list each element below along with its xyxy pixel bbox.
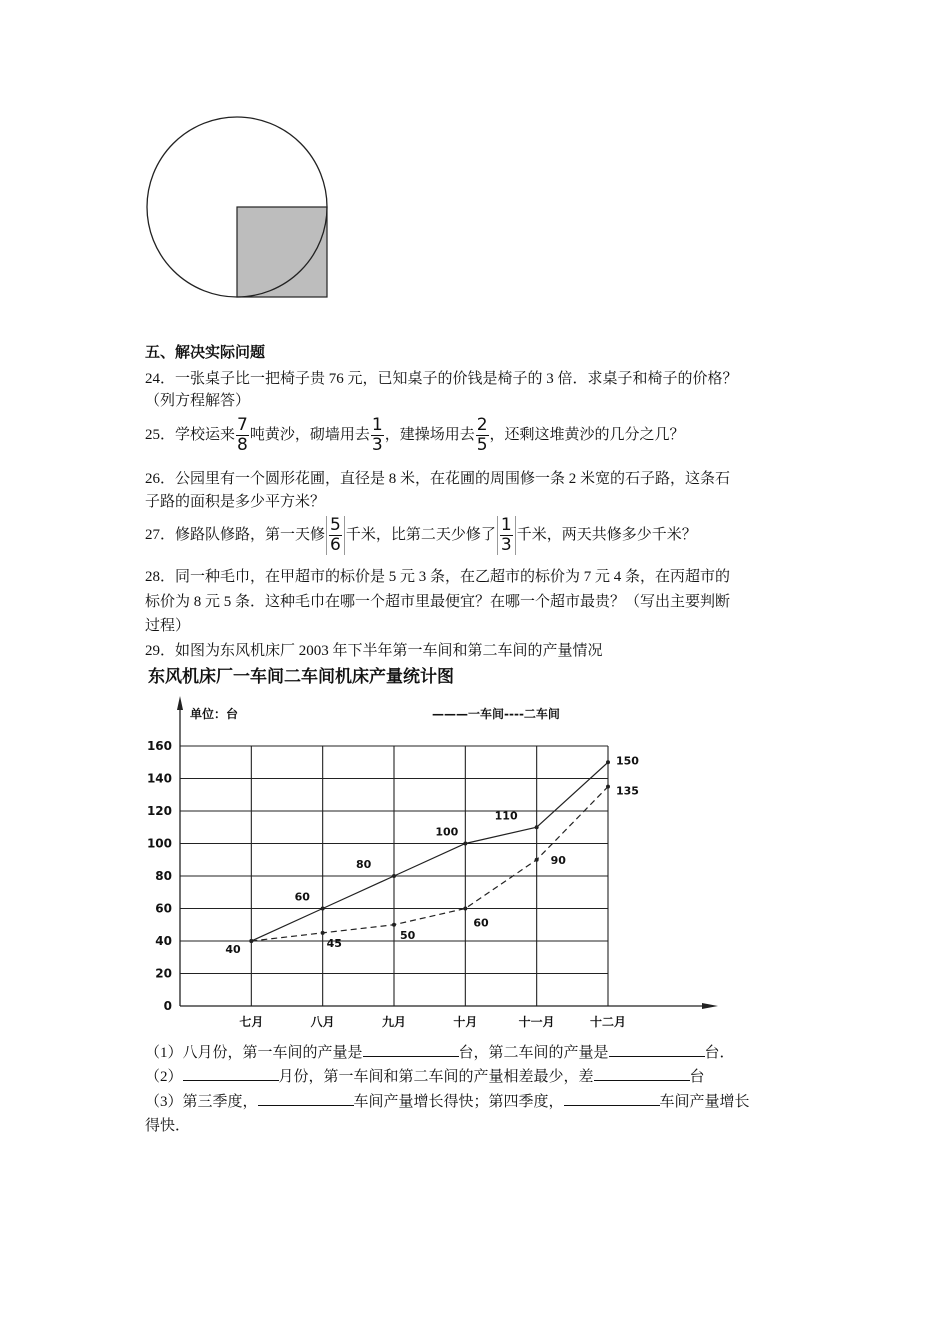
y-tick-label-80: 80 [155, 869, 172, 883]
series-0-data-label-5: 150 [616, 754, 639, 768]
circle-square-figure [140, 110, 340, 310]
answer-blank-5[interactable] [258, 1091, 354, 1106]
x-tick-label-1: 八月 [310, 1015, 335, 1029]
q29-intro: 29．如图为东风机床厂 2003 年下半年第一车间和第二车间的产量情况 [145, 643, 603, 659]
chart-series [225, 754, 639, 956]
series-1-data-label-5: 135 [616, 784, 639, 798]
series-1-data-label-4: 90 [550, 853, 566, 867]
chart-grid [177, 696, 718, 1009]
fraction-1-3: $\frac{1}{3}$ [371, 415, 383, 455]
q29-sub3: （3）第三季度， 车间产量增长得快；第四季度， 车间产量增长 [145, 1091, 750, 1113]
chart-ticks [147, 739, 626, 1029]
fraction-2-5: $\frac{2}{5}$ [476, 415, 488, 455]
y-axis-arrow-icon [177, 696, 183, 710]
q27-t3: 千米，两天共修多少千米？ [516, 526, 697, 543]
chart-legend: ———一车间----二车间 [432, 707, 560, 721]
answer-blank-3[interactable] [183, 1066, 279, 1081]
series-1-point-4 [535, 858, 539, 862]
q25-t2: 吨黄沙，砌墙用去 [249, 426, 370, 443]
series-0-data-label-4: 110 [494, 809, 518, 823]
series-1-data-label-2: 50 [400, 928, 416, 942]
q26-line1: 26．公园里有一个圆形花圃，直径是 8 米，在花圃的周围修一条 2 米宽的石子路，这条石 [145, 471, 731, 487]
q27-t1: 27．修路队修路，第一天修 [145, 526, 326, 543]
shaded-square [237, 207, 327, 297]
q26-line2: 子路的面积是多少平方米？ [145, 494, 326, 510]
q25-t1: 25．学校运来 [145, 426, 236, 443]
series-0-point-4 [535, 825, 539, 829]
x-axis-arrow-icon [702, 1003, 718, 1009]
series-1-point-5 [606, 785, 610, 789]
chart-title: 东风机床厂一车间二车间机床产量统计图 [148, 667, 454, 687]
y-tick-label-40: 40 [155, 934, 172, 948]
series-line-0 [251, 762, 608, 941]
series-0-data-label-2: 80 [356, 858, 372, 871]
fraction-5-6: $\frac{5}{6}$ [326, 516, 345, 555]
answer-blank-6[interactable] [564, 1091, 660, 1106]
series-0-point-2 [392, 874, 396, 878]
y-tick-label-20: 20 [155, 966, 172, 981]
q24-line1: 24．一张桌子比一把椅子贵 76 元，已知桌子的价钱是椅子的 3 倍．求桌子和椅子的价格？ [145, 371, 738, 387]
answer-blank-2[interactable] [609, 1042, 705, 1057]
q29-sub1: （1）八月份，第一车间的产量是 台，第二车间的产量是 台． [145, 1042, 735, 1064]
x-tick-label-5: 十二月 [589, 1015, 627, 1029]
series-1-point-0 [249, 939, 253, 943]
y-tick-label-120: 120 [146, 804, 172, 818]
q27 [145, 516, 697, 555]
series-0-point-5 [606, 760, 610, 764]
production-chart [140, 660, 720, 1040]
answer-blank-4[interactable] [594, 1066, 690, 1081]
series-0-data-label-0: 40 [225, 943, 241, 956]
q28-line1: 28．同一种毛巾，在甲超市的标价是 5 元 3 条，在乙超市的标价为 7 元 4 条，在丙超市的 [145, 569, 731, 585]
q28-line3: 过程） [145, 618, 191, 634]
q28-line2: 标价为 8 元 5 条．这种毛巾在哪一个超市里最便宜？在哪一个超市最贵？（写出主要判断 [145, 594, 731, 610]
fraction-7-8: $\frac{7}{8}$ [237, 415, 248, 455]
q24-line2: （列方程解答） [145, 393, 251, 409]
y-tick-label-0: 0 [163, 999, 172, 1013]
q29-sub2: （2） 月份，第一车间和第二车间的产量相差最少，差 台 [145, 1066, 705, 1088]
q25-t4: ，还剩这堆黄沙的几分之几？ [489, 426, 685, 443]
q25-t3: ，建操场用去 [384, 426, 475, 443]
series-1-point-2 [392, 923, 396, 927]
series-1-point-3 [463, 907, 467, 911]
x-tick-label-3: 十月 [453, 1015, 478, 1029]
q27-t2: 千米，比第二天少修了 [345, 526, 496, 543]
series-1-point-1 [321, 931, 325, 935]
fraction-1-3b: $\frac{1}{3}$ [497, 516, 516, 555]
x-tick-label-0: 七月 [239, 1015, 264, 1029]
chart-svg [140, 660, 720, 1040]
answer-blank-1[interactable] [363, 1042, 459, 1057]
series-0-point-3 [463, 842, 467, 846]
section-title: 五、解决实际问题 [145, 345, 266, 361]
series-0-data-label-1: 60 [294, 890, 310, 904]
chart-ylabel: 单位：台 [190, 707, 239, 721]
q29-sub3-cont: 得快． [145, 1118, 191, 1134]
x-tick-label-2: 九月 [381, 1015, 407, 1029]
q25 [145, 416, 685, 455]
y-tick-label-60: 60 [155, 901, 172, 916]
series-1-data-label-1: 45 [326, 936, 342, 950]
y-tick-label-160: 160 [146, 739, 172, 753]
y-tick-label-100: 100 [146, 836, 172, 851]
series-1-data-label-3: 60 [473, 916, 489, 930]
y-tick-label-140: 140 [146, 771, 172, 786]
x-tick-label-4: 十一月 [518, 1015, 555, 1029]
series-0-point-1 [321, 907, 325, 911]
series-0-data-label-3: 100 [435, 825, 459, 839]
